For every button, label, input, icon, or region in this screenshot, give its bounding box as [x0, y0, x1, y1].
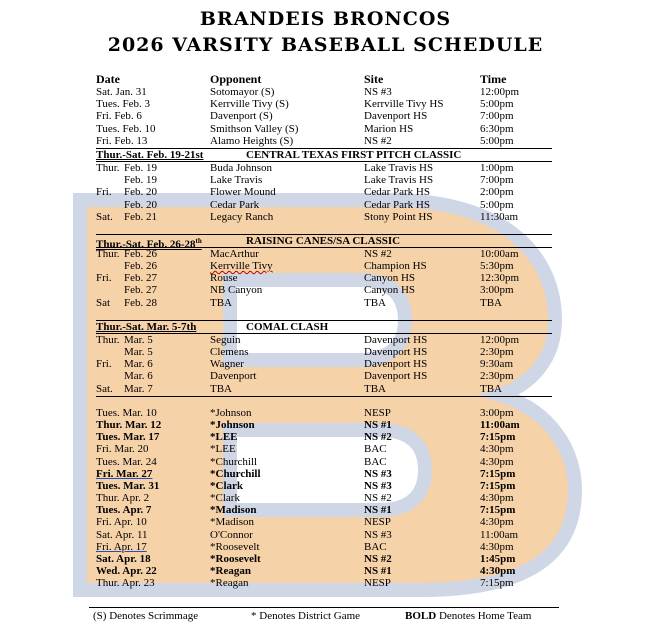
table-row: Fri. Feb. 20 Flower Mound Cedar Park HS 2:00pm: [96, 186, 514, 199]
table-row: Feb. 20 Cedar Park Cedar Park HS 5:00pm: [124, 198, 514, 211]
table-row: Fri. Apr. 17 *Roosevelt BAC 4:30pm: [96, 540, 514, 553]
table-row: Mar. 6 Davenport Davenport HS 2:30pm: [124, 370, 514, 383]
table-row: Sat. Feb. 21 Legacy Ranch Stony Point HS 11:30am: [96, 210, 519, 223]
table-row: Tues. Mar. 31 *Clark NS #3 7:15pm: [96, 479, 516, 492]
table-row: Thur. Apr. 2 *Clark NS #2 4:30pm: [96, 492, 514, 505]
table-row: Fri. Mar. 6 Wagner Davenport HS 9:30am: [96, 358, 513, 371]
table-row: Tues. Mar. 17 *LEE NS #2 7:15pm: [96, 431, 516, 444]
legend-district: * Denotes District Game: [251, 610, 361, 622]
table-row: Fri. Mar. 20 *LEE BAC 4:30pm: [96, 443, 514, 456]
table-row: Thur. Mar. 12 *Johnson NS #1 11:00am: [96, 418, 520, 431]
table-row: Fri. Feb. 13 Alamo Heights (S) NS #2 5:00pm: [96, 134, 514, 147]
table-row: Sat. Mar. 7 TBA TBA TBA: [96, 382, 502, 395]
table-row: Wed. Apr. 22 *Reagan NS #1 4:30pm: [96, 565, 516, 578]
table-row: Feb. 27 NB Canyon Canyon HS 3:00pm: [124, 284, 514, 297]
tournament-header: Thur.-Sat. Feb. 19-21st CENTRAL TEXAS FIRST PITCH CLASSIC: [96, 148, 552, 162]
table-row: Thur. Apr. 23 *Reagan NESP 7:15pm: [96, 577, 514, 590]
district-block: [96, 407, 552, 590]
schedule-table: [96, 72, 552, 590]
table-row: Tues. Feb. 3 Kerrville Tivy (S) Kerrville Tivy HS 5:00pm: [96, 98, 514, 111]
legend-footer: [89, 607, 559, 624]
table-row: Fri. Mar. 27 *Churchill NS #3 7:15pm: [96, 467, 516, 480]
table-row: Fri. Apr. 10 *Madison NESP 4:30pm: [96, 516, 514, 529]
table-row: Thur. Feb. 26 MacArthur NS #2 10:00am: [96, 247, 519, 260]
tournament-header: Thur.-Sat. Mar. 5-7th COMAL CLASH: [96, 320, 552, 334]
legend-home: BOLD Denotes Home Team: [405, 610, 532, 622]
team-title: BRANDEIS BRONCOS: [199, 8, 452, 30]
scrimmage-block: [96, 86, 552, 147]
table-row: Tues. Apr. 7 *Madison NS #1 7:15pm: [96, 504, 516, 517]
header-site: Site: [364, 72, 384, 86]
table-row: Fri. Feb. 27 Rouse Canyon HS 12:30pm: [96, 272, 520, 285]
table-row: Sat. Apr. 11 O'Connor NS #3 11:00am: [96, 528, 519, 541]
header-date: Date: [96, 72, 120, 86]
table-row: Sat. Apr. 18 *Roosevelt NS #2 1:45pm: [96, 553, 516, 565]
table-row: Fri. Feb. 6 Davenport (S) Davenport HS 7:00pm: [96, 110, 514, 123]
table-row: Tues. Feb. 10 Smithson Valley (S) Marion HS 6:30pm: [96, 122, 514, 135]
table-row: Sat Feb. 28 TBA TBA TBA: [96, 296, 502, 309]
table-row: Tues. Mar. 24 *Churchill BAC 4:30pm: [96, 455, 514, 468]
table-row: Sat. Jan. 31 Sotomayor (S) NS #3 12:00pm: [96, 86, 520, 98]
header-time: Time: [480, 72, 507, 86]
table-row: Feb. 19 Lake Travis Lake Travis HS 7:00pm: [124, 174, 514, 187]
table-row: Thur. Mar. 5 Seguin Davenport HS 12:00pm: [96, 333, 520, 346]
legend-scrimmage: (S) Denotes Scrimmage: [93, 610, 199, 622]
table-row: Tues. Mar. 10 *Johnson NESP 3:00pm: [96, 406, 514, 419]
tournament-header: Thur.-Sat. Feb. 26-28th RAISING CANES/SA CLASSIC: [96, 234, 552, 248]
column-headers: [96, 72, 552, 86]
schedule-title: 2026 VARSITY BASEBALL SCHEDULE: [107, 34, 544, 56]
table-row: Feb. 26 Kerrville Tivy Champion HS 5:30pm: [124, 260, 514, 273]
table-row: Mar. 5 Clemens Davenport HS 2:30pm: [124, 346, 514, 358]
table-row: Thur. Feb. 19 Buda Johnson Lake Travis HS 1:00pm: [96, 161, 514, 174]
header-opponent: Opponent: [210, 72, 262, 86]
